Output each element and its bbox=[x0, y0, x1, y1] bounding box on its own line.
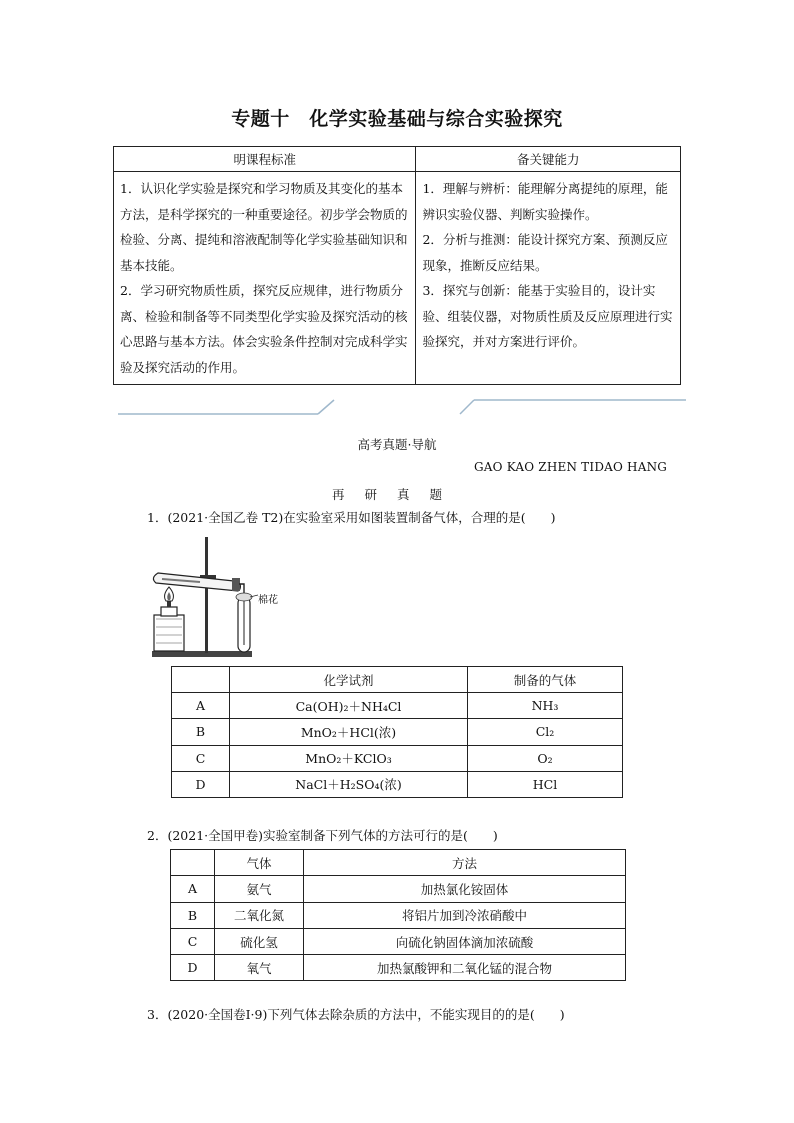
table-header-row bbox=[172, 667, 623, 693]
gas-cell: 氧气 bbox=[215, 955, 304, 981]
table-row bbox=[171, 928, 626, 954]
option-label: A bbox=[172, 693, 230, 719]
option-label: A bbox=[171, 876, 215, 902]
standards-right-item: 1．理解与辨析：能理解分离提纯的原理，能辨识实验仪器、判断实验操作。 bbox=[422, 181, 668, 222]
standards-header-left: 明课程标准 bbox=[114, 147, 416, 172]
method-cell: 加热氯化铵固体 bbox=[304, 876, 626, 902]
table-header-cell: 化学试剂 bbox=[230, 667, 468, 693]
standards-left-item: 2．学习研究物质性质，探究反应规律，进行物质分离、检验和制备等不同类型化学实验及探究活动的核心思路与基本方法。体会实验条件控制对完成科学实验及探究活动的作用。 bbox=[120, 283, 408, 375]
table-header-cell: 气体 bbox=[215, 850, 304, 876]
table-row bbox=[172, 719, 623, 745]
table-row bbox=[171, 955, 626, 981]
figure-label-cotton: 棉花 bbox=[258, 595, 278, 606]
standards-header-right: 备关键能力 bbox=[416, 147, 681, 172]
option-label: B bbox=[171, 902, 215, 928]
option-label: C bbox=[171, 928, 215, 954]
table-header-cell bbox=[172, 667, 230, 693]
table-row bbox=[172, 693, 623, 719]
standards-right-item: 3．探究与创新：能基于实验目的，设计实验、组装仪器，对物质性质及反应原理进行实验探究，并对方案进行评价。 bbox=[422, 283, 673, 349]
question-3-text: 3．(2020·全国卷Ⅰ·9)下列气体去除杂质的方法中，不能实现目的的是( ) bbox=[147, 1007, 565, 1022]
table-header-cell: 制备的气体 bbox=[468, 667, 623, 693]
reagent-cell: MnO₂＋HCl(浓) bbox=[230, 719, 468, 745]
section-title-pinyin: GAO KAO ZHEN TIDAO HANG bbox=[474, 460, 668, 474]
standards-left-item: 1．认识化学实验是探究和学习物质及其变化的基本方法，是科学探究的一种重要途径。初步学会物质的检验、分离、提纯和溶液配制等化学实验基础知识和基本技能。 bbox=[120, 181, 408, 273]
standards-left-cell bbox=[114, 172, 416, 385]
option-label: D bbox=[171, 955, 215, 981]
gas-cell: HCl bbox=[468, 771, 623, 797]
method-cell: 将铝片加到冷浓硝酸中 bbox=[304, 902, 626, 928]
table-row bbox=[171, 876, 626, 902]
table-row bbox=[171, 902, 626, 928]
gas-cell: NH₃ bbox=[468, 693, 623, 719]
table-header-row bbox=[171, 850, 626, 876]
section-subtitle: 再研真题 bbox=[331, 487, 462, 502]
question-1-text: 1．(2021·全国乙卷 T2)在实验室采用如图装置制备气体，合理的是( ) bbox=[147, 510, 556, 525]
section-banner-divider bbox=[118, 396, 686, 418]
standards-right-cell bbox=[416, 172, 681, 385]
standards-right-item: 2．分析与推测：能设计探究方案、预测反应现象，推断反应结果。 bbox=[422, 232, 668, 273]
table-header-cell: 方法 bbox=[304, 850, 626, 876]
method-cell: 向硫化钠固体滴加浓硫酸 bbox=[304, 928, 626, 954]
table-header-cell bbox=[171, 850, 215, 876]
curriculum-standards-table bbox=[113, 146, 681, 385]
gas-cell: 硫化氢 bbox=[215, 928, 304, 954]
table-row bbox=[172, 745, 623, 771]
reagent-cell: Ca(OH)₂＋NH₄Cl bbox=[230, 693, 468, 719]
gas-cell: O₂ bbox=[468, 745, 623, 771]
section-title: 高考真题·导航 bbox=[357, 437, 437, 452]
reagent-cell: NaCl＋H₂SO₄(浓) bbox=[230, 771, 468, 797]
gas-cell: Cl₂ bbox=[468, 719, 623, 745]
method-cell: 加热氯酸钾和二氧化锰的混合物 bbox=[304, 955, 626, 981]
question-2-text: 2．(2021·全国甲卷)实验室制备下列气体的方法可行的是( ) bbox=[147, 828, 498, 843]
reagent-cell: MnO₂＋KClO₃ bbox=[230, 745, 468, 771]
table-row bbox=[172, 771, 623, 797]
option-label: B bbox=[172, 719, 230, 745]
gas-cell: 氨气 bbox=[215, 876, 304, 902]
gas-cell: 二氧化氮 bbox=[215, 902, 304, 928]
question-2-options-table bbox=[170, 849, 626, 981]
option-label: D bbox=[172, 771, 230, 797]
page-title: 专题十 化学实验基础与综合实验探究 bbox=[231, 108, 563, 130]
question-1-options-table bbox=[171, 666, 623, 798]
option-label: C bbox=[172, 745, 230, 771]
